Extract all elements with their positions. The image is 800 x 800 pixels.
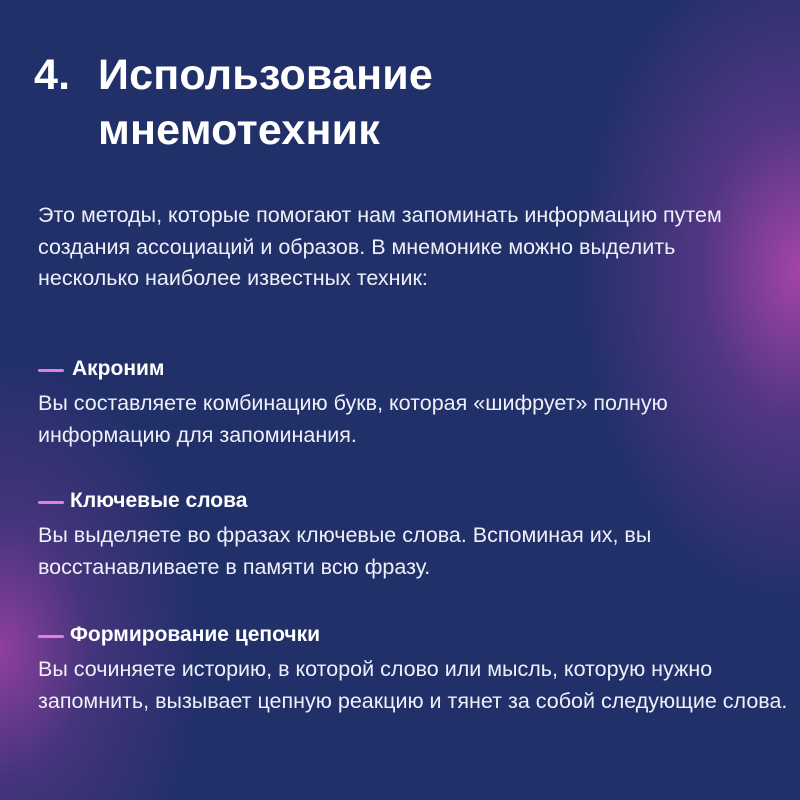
technique-name: Акроним <box>72 357 165 380</box>
technique-heading <box>38 620 788 650</box>
card-title <box>34 48 578 158</box>
technique-keywords <box>38 486 788 583</box>
technique-heading <box>38 354 788 384</box>
title-number: 4. <box>34 51 71 99</box>
technique-chaining <box>38 620 788 717</box>
title-text: Использование мнемотехник <box>98 51 434 154</box>
intro-paragraph: Это методы, которые помогают нам запоминать информацию путем создания ассоциаций и образов. В мнемонике можно выделить несколько наиболее известных техник: <box>38 203 722 290</box>
technique-description: Вы выделяете во фразах ключевые слова. Вспоминая их, вы восстанавливаете в памяти всю фразу. <box>38 523 652 579</box>
technique-description: Вы составляете комбинацию букв, которая «шифрует» полную информацию для запоминания. <box>38 391 668 447</box>
technique-description: Вы сочиняете историю, в которой слово или мысль, которую нужно запомнить, вызывает цепную реакцию и тянет за собой следующие слова. <box>38 657 788 713</box>
technique-heading <box>38 486 788 516</box>
dash-bullet-icon <box>38 635 64 638</box>
dash-bullet-icon <box>38 369 64 372</box>
technique-name: Ключевые слова <box>70 489 248 512</box>
technique-name: Формирование цепочки <box>70 623 321 646</box>
technique-acronym <box>38 354 788 451</box>
dash-bullet-icon <box>38 501 64 504</box>
